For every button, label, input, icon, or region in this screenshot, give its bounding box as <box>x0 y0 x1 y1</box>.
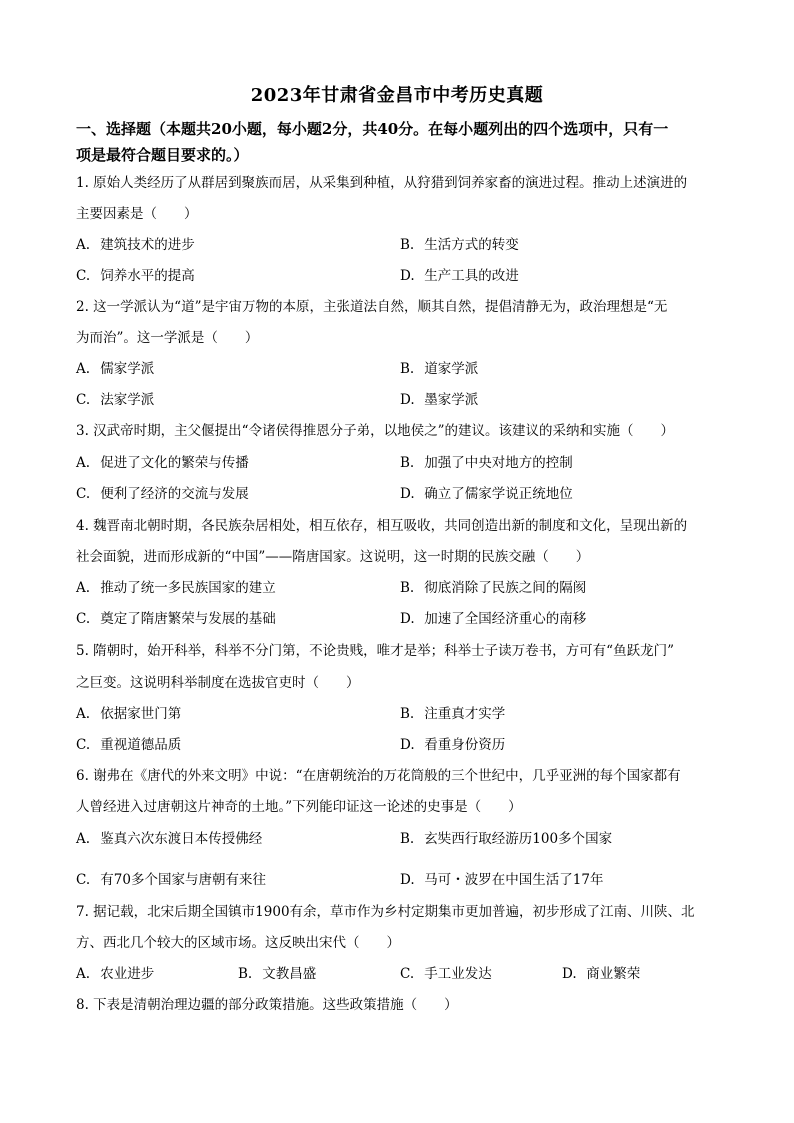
option-label: B. <box>400 831 415 847</box>
option-text: 便利了经济的交流与发展 <box>100 486 249 502</box>
option-label: C. <box>76 268 91 284</box>
option-text: 重视道德品质 <box>100 737 182 753</box>
question-6-stem-line-1: 6. 谢弗在《唐代的外来文明》中说：“在唐朝统治的万花筒般的三个世纪中，几乎亚洲的每个国家都有 <box>76 768 681 784</box>
option-label: B. <box>400 237 415 253</box>
option-label: B. <box>400 361 415 377</box>
option-label: D. <box>562 966 577 982</box>
option-text: 饲养水平的提高 <box>100 268 195 284</box>
section-heading-line-2: 项是最符合题目要求的。） <box>76 146 249 164</box>
option-label: A. <box>76 455 91 471</box>
question-1-stem-line-2: 主要因素是（ ） <box>76 206 198 222</box>
question-1-option-b <box>400 235 519 255</box>
question-1-option-c <box>76 266 195 286</box>
option-text: 有70多个国家与唐朝有来往 <box>100 872 266 888</box>
question-1-option-d <box>400 266 519 286</box>
question-2-option-a <box>76 359 154 379</box>
question-6-option-a <box>76 829 262 849</box>
question-6-option-b <box>400 829 612 849</box>
option-text: 道家学派 <box>424 361 479 377</box>
option-text: 商业繁荣 <box>586 966 641 982</box>
question-3-stem-line-1: 3. 汉武帝时期，主父偃提出“令诸侯得推恩分子弟，以地侯之”的建议。该建议的采纳和实施（ ） <box>76 423 674 439</box>
question-6-stem-line-2: 人曾经进入过唐朝这片神奇的土地。”下列能印证这一论述的史事是（ ） <box>76 799 522 815</box>
question-7-option-d <box>562 964 640 984</box>
question-3-option-a <box>76 453 249 473</box>
option-label: C. <box>76 737 91 753</box>
question-4-option-c <box>76 609 276 629</box>
option-text: 奠定了隋唐繁荣与发展的基础 <box>100 611 276 627</box>
option-label: D. <box>400 486 415 502</box>
question-6-option-d <box>400 870 603 890</box>
option-label: D. <box>400 392 415 408</box>
option-text: 建筑技术的进步 <box>100 237 195 253</box>
question-7-option-a <box>76 964 154 984</box>
option-label: D. <box>400 611 415 627</box>
question-5-stem-line-2: 之巨变。这说明科举制度在选拔官吏时（ ） <box>76 675 360 691</box>
option-text: 马可・波罗在中国生活了17年 <box>424 872 604 888</box>
option-text: 依据家世门第 <box>100 706 182 722</box>
option-text: 农业进步 <box>100 966 155 982</box>
question-7-stem-line-2: 方、西北几个较大的区域市场。这反映出宋代（ ） <box>76 935 400 951</box>
question-7-stem-line-1: 7. 据记载，北宋后期全国镇市1900有余，草市作为乡村定期集市更加普遍，初步形成了江南、川陕、北 <box>76 904 695 920</box>
question-3-option-c <box>76 484 249 504</box>
question-8-stem-line-1: 8. 下表是清朝治理边疆的部分政策措施。这些政策措施（ ） <box>76 997 458 1013</box>
option-text: 玄奘西行取经游历100多个国家 <box>424 831 613 847</box>
option-label: C. <box>76 611 91 627</box>
question-5-option-c <box>76 735 181 755</box>
option-label: B. <box>238 966 253 982</box>
option-text: 文教昌盛 <box>262 966 317 982</box>
option-text: 加强了中央对地方的控制 <box>424 455 573 471</box>
question-1-stem-line-1: 1. 原始人类经历了从群居到聚族而居，从采集到种植，从狩猎到饲养家畜的演进过程。推动上述演进的 <box>76 175 688 191</box>
option-text: 促进了文化的繁荣与传播 <box>100 455 249 471</box>
option-label: A. <box>76 237 91 253</box>
question-2-option-b <box>400 359 478 379</box>
option-text: 生活方式的转变 <box>424 237 519 253</box>
option-text: 注重真才实学 <box>424 706 506 722</box>
question-4-stem-line-2: 社会面貌，进而形成新的“中国”——隋唐国家。这说明，这一时期的民族交融（ ） <box>76 549 590 565</box>
option-label: C. <box>76 392 91 408</box>
option-label: A. <box>76 831 91 847</box>
option-label: D. <box>400 872 415 888</box>
option-text: 法家学派 <box>100 392 155 408</box>
option-text: 鉴真六次东渡日本传授佛经 <box>100 831 263 847</box>
option-label: B. <box>400 706 415 722</box>
question-4-option-d <box>400 609 586 629</box>
question-3-option-d <box>400 484 573 504</box>
question-6-option-c <box>76 870 266 890</box>
option-text: 彻底消除了民族之间的隔阂 <box>424 580 587 596</box>
question-5-option-d <box>400 735 505 755</box>
question-7-option-c <box>400 964 492 984</box>
option-text: 生产工具的改进 <box>424 268 519 284</box>
option-text: 加速了全国经济重心的南移 <box>424 611 587 627</box>
option-text: 墨家学派 <box>424 392 479 408</box>
question-4-option-b <box>400 578 586 598</box>
question-5-stem-line-1: 5. 隋朝时，始开科举，科举不分门第，不论贵贱，唯才是举；科举士子读万卷书，方可有“鱼跃龙门” <box>76 643 674 659</box>
question-7-option-b <box>238 964 316 984</box>
option-label: B. <box>400 455 415 471</box>
question-5-option-b <box>400 704 505 724</box>
option-label: C. <box>76 486 91 502</box>
option-text: 推动了统一多民族国家的建立 <box>100 580 276 596</box>
option-text: 看重身份资历 <box>424 737 506 753</box>
option-label: B. <box>400 580 415 596</box>
question-4-stem-line-1: 4. 魏晋南北朝时期，各民族杂居相处，相互依存，相互吸收，共同创造出新的制度和文化，呈现出新的 <box>76 518 688 534</box>
question-4-option-a <box>76 578 276 598</box>
question-2-stem-line-2: 为而治”。这一学派是（ ） <box>76 330 259 346</box>
section-heading-line-1: 一、选择题（本题共20小题，每小题2分，共40分。在每小题列出的四个选项中，只有一 <box>76 120 669 138</box>
option-label: D. <box>400 737 415 753</box>
question-2-option-d <box>400 390 478 410</box>
option-label: A. <box>76 580 91 596</box>
option-label: A. <box>76 966 91 982</box>
option-text: 手工业发达 <box>424 966 492 982</box>
option-label: C. <box>400 966 415 982</box>
question-1-option-a <box>76 235 195 255</box>
option-text: 确立了儒家学说正统地位 <box>424 486 573 502</box>
page-title: 2023年甘肃省金昌市中考历史真题 <box>250 85 544 106</box>
option-label: D. <box>400 268 415 284</box>
option-text: 儒家学派 <box>100 361 155 377</box>
question-5-option-a <box>76 704 181 724</box>
option-label: C. <box>76 872 91 888</box>
question-2-option-c <box>76 390 154 410</box>
option-label: A. <box>76 361 91 377</box>
question-2-stem-line-1: 2. 这一学派认为“道”是宇宙万物的本原，主张道法自然，顺其自然，提倡清静无为，政治理想是“无 <box>76 299 668 315</box>
question-3-option-b <box>400 453 573 473</box>
option-label: A. <box>76 706 91 722</box>
